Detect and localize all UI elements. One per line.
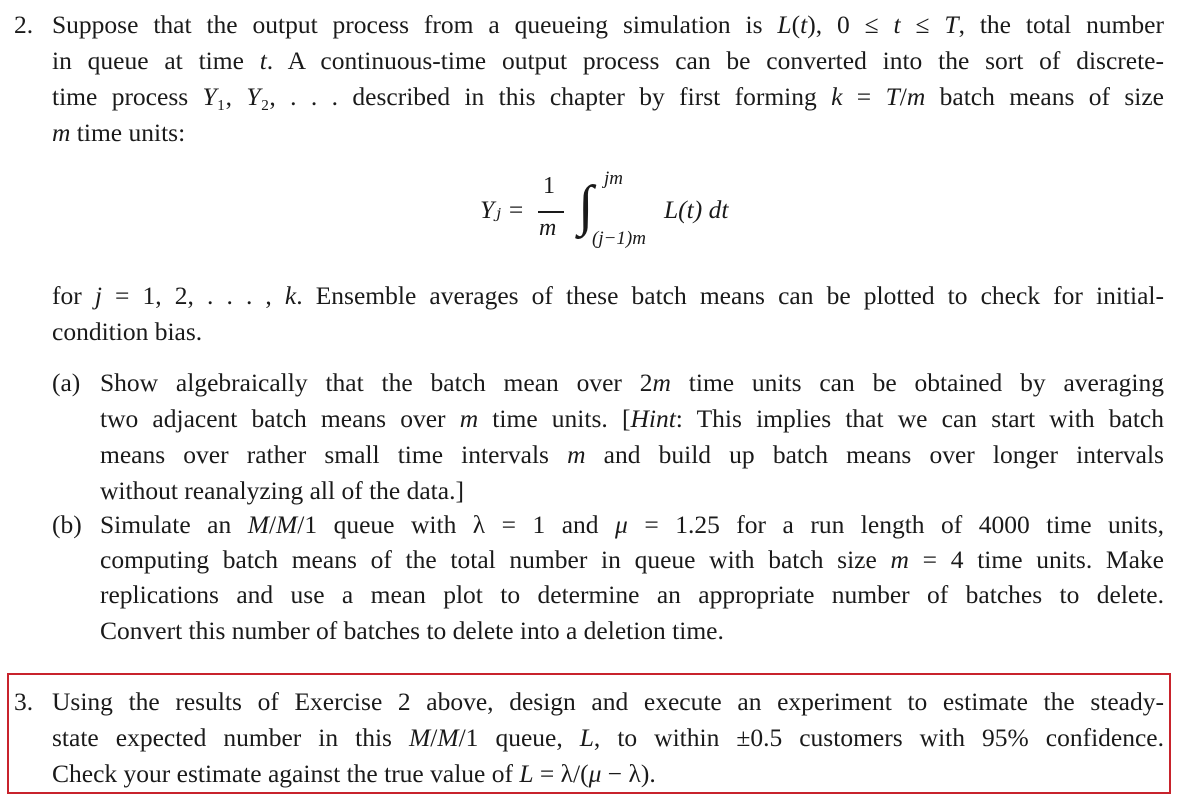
part-a-text-line: Show algebraically that the batch mean over 2m time units can be obtained by averaging — [100, 368, 1164, 397]
problem-2-text-line: in queue at time t. A continuous-time output process can be converted into the sort of discrete- — [52, 46, 1164, 75]
part-a-text-line: without reanalyzing all of the data.] — [100, 476, 464, 505]
fraction-bar — [538, 211, 564, 213]
problem-3-text-line: Using the results of Exercise 2 above, design and execute an experiment to estimate the steady- — [52, 687, 1164, 716]
part-a-label: (a) — [52, 368, 81, 397]
part-b-text-line: Convert this number of batches to delete into a deletion time. — [100, 616, 724, 645]
fraction-denominator: m — [539, 215, 557, 241]
problem-2-text-line: Suppose that the output process from a queueing simulation is L(t), 0 ≤ t ≤ T, the total number — [52, 10, 1164, 39]
integral-lower-limit: (j−1)m — [592, 228, 646, 249]
problem-2-text-line: for j = 1, 2, . . . , k. Ensemble averages of these batch means can be plotted to check for initial- — [52, 281, 1164, 310]
problem-3-text-line: Check your estimate against the true value of L = λ/(μ − λ). — [52, 759, 656, 788]
part-b-text-line: computing batch means of the total number in queue with batch size m = 4 time units. Make — [100, 545, 1164, 574]
problem-3-text-line: state expected number in this M/M/1 queue, L, to within ±0.5 customers with 95% confidence. — [52, 723, 1164, 752]
problem-3-number: 3. — [14, 687, 34, 716]
part-b-text-line: Simulate an M/M/1 queue with λ = 1 and μ = 1.25 for a run length of 4000 time units, — [100, 510, 1164, 539]
part-b-text-line: replications and use a mean plot to determine an appropriate number of batches to delete. — [100, 580, 1164, 609]
fraction-numerator: 1 — [543, 173, 555, 199]
part-a-text-line: two adjacent batch means over m time units. [Hint: This implies that we can start with batch — [100, 404, 1164, 433]
problem-2-text-line: condition bias. — [52, 317, 203, 346]
integral-upper-limit: jm — [604, 168, 623, 189]
problem-2-number: 2. — [14, 10, 34, 39]
batch-mean-equation — [480, 168, 780, 258]
part-a-text-line: means over rather small time intervals m and build up batch means over longer intervals — [100, 440, 1164, 469]
part-b-label: (b) — [52, 510, 82, 539]
equation-lhs: Yⱼ = — [480, 195, 525, 224]
integral-sign: ∫ — [578, 175, 594, 237]
problem-2-text-line: time process Y₁, Y₂, . . . described in this chapter by first forming k = T/m batch means of size — [52, 82, 1164, 111]
problem-2-text-line: m time units: — [52, 118, 186, 147]
integrand: L(t) dt — [664, 195, 729, 224]
